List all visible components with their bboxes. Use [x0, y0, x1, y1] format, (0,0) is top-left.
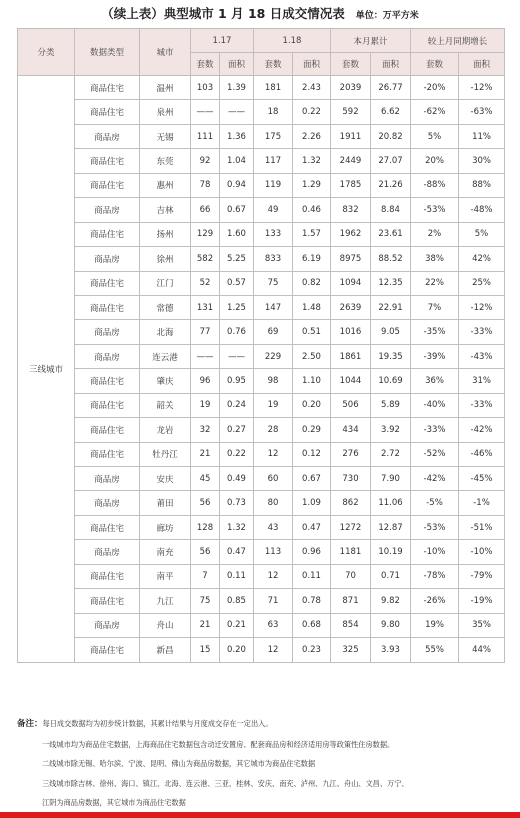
city-cell: 韶关: [140, 393, 191, 417]
area-growth-cell: -33%: [459, 393, 505, 417]
units-118-cell: 43: [254, 515, 293, 539]
notes-label: 备注：: [17, 719, 43, 729]
table-row: [18, 442, 505, 466]
data-type-cell: 商品住宅: [75, 100, 140, 124]
unit-label: 单位：万平方米: [355, 11, 419, 21]
data-type-cell: 商品房: [75, 247, 140, 271]
area-118-cell: 2.43: [293, 76, 331, 100]
page-title: [0, 3, 520, 23]
units-117-cell: 7: [191, 564, 220, 588]
area-117-cell: 0.20: [220, 638, 254, 662]
header-city: 城市: [140, 29, 191, 76]
table-title: （续上表）典型城市 1 月 18 日成交情况表: [101, 6, 345, 21]
units-117-cell: 129: [191, 222, 220, 246]
area-growth-cell: -63%: [459, 100, 505, 124]
area-118-cell: 0.12: [293, 442, 331, 466]
table-row: [18, 393, 505, 417]
area-117-cell: 0.85: [220, 589, 254, 613]
area-cum-cell: 9.82: [371, 589, 411, 613]
city-cell: 牡丹江: [140, 442, 191, 466]
area-118-cell: 1.10: [293, 369, 331, 393]
data-type-cell: 商品住宅: [75, 369, 140, 393]
city-cell: 吉林: [140, 198, 191, 222]
area-cum-cell: 2.72: [371, 442, 411, 466]
table-row: [18, 100, 505, 124]
note-line: [17, 714, 504, 735]
units-cum-cell: 2039: [331, 76, 371, 100]
units-growth-cell: 7%: [411, 295, 459, 319]
city-cell: 安庆: [140, 467, 191, 491]
units-growth-cell: 19%: [411, 613, 459, 637]
city-cell: 廊坊: [140, 515, 191, 539]
area-cum-cell: 26.77: [371, 76, 411, 100]
units-growth-cell: -39%: [411, 344, 459, 368]
units-117-cell: 21: [191, 613, 220, 637]
area-117-cell: 1.32: [220, 515, 254, 539]
table-row: [18, 222, 505, 246]
header-units-118: 套数: [254, 53, 293, 76]
units-growth-cell: 5%: [411, 124, 459, 148]
city-cell: 龙岩: [140, 418, 191, 442]
units-growth-cell: -52%: [411, 442, 459, 466]
units-growth-cell: -62%: [411, 100, 459, 124]
units-117-cell: 52: [191, 271, 220, 295]
area-growth-cell: 30%: [459, 149, 505, 173]
area-118-cell: 0.68: [293, 613, 331, 637]
units-118-cell: 12: [254, 638, 293, 662]
units-cum-cell: 2449: [331, 149, 371, 173]
data-type-cell: 商品房: [75, 491, 140, 515]
area-118-cell: 0.47: [293, 515, 331, 539]
city-cell: 无锡: [140, 124, 191, 148]
header-units-117: 套数: [191, 53, 220, 76]
units-117-cell: 111: [191, 124, 220, 148]
area-117-cell: 1.39: [220, 76, 254, 100]
units-cum-cell: 276: [331, 442, 371, 466]
city-cell: 肇庆: [140, 369, 191, 393]
area-117-cell: 0.67: [220, 198, 254, 222]
units-118-cell: 28: [254, 418, 293, 442]
units-cum-cell: 1861: [331, 344, 371, 368]
units-118-cell: 119: [254, 173, 293, 197]
area-117-cell: 0.24: [220, 393, 254, 417]
units-cum-cell: 592: [331, 100, 371, 124]
units-117-cell: 131: [191, 295, 220, 319]
city-cell: 南充: [140, 540, 191, 564]
city-cell: 惠州: [140, 173, 191, 197]
area-118-cell: 0.78: [293, 589, 331, 613]
city-cell: 连云港: [140, 344, 191, 368]
units-growth-cell: 36%: [411, 369, 459, 393]
city-cell: 舟山: [140, 613, 191, 637]
data-type-cell: 商品住宅: [75, 76, 140, 100]
units-cum-cell: 506: [331, 393, 371, 417]
data-type-cell: 商品住宅: [75, 564, 140, 588]
data-type-cell: 商品房: [75, 613, 140, 637]
units-117-cell: 32: [191, 418, 220, 442]
area-117-cell: ——: [220, 100, 254, 124]
city-cell: 九江: [140, 589, 191, 613]
table-row: [18, 320, 505, 344]
city-cell: 东莞: [140, 149, 191, 173]
data-type-cell: 商品房: [75, 320, 140, 344]
units-118-cell: 80: [254, 491, 293, 515]
area-cum-cell: 6.62: [371, 100, 411, 124]
data-type-cell: 商品住宅: [75, 515, 140, 539]
units-118-cell: 229: [254, 344, 293, 368]
units-cum-cell: 862: [331, 491, 371, 515]
units-cum-cell: 2639: [331, 295, 371, 319]
units-117-cell: 21: [191, 442, 220, 466]
city-cell: 徐州: [140, 247, 191, 271]
units-growth-cell: -88%: [411, 173, 459, 197]
table-row: [18, 613, 505, 637]
transaction-table: [17, 28, 505, 663]
city-cell: 莆田: [140, 491, 191, 515]
units-cum-cell: 1094: [331, 271, 371, 295]
units-118-cell: 833: [254, 247, 293, 271]
table-row: [18, 467, 505, 491]
units-117-cell: 56: [191, 540, 220, 564]
area-118-cell: 1.57: [293, 222, 331, 246]
area-118-cell: 1.09: [293, 491, 331, 515]
units-118-cell: 49: [254, 198, 293, 222]
area-growth-cell: -46%: [459, 442, 505, 466]
table-row: [18, 540, 505, 564]
units-118-cell: 147: [254, 295, 293, 319]
area-118-cell: 0.67: [293, 467, 331, 491]
area-117-cell: 0.95: [220, 369, 254, 393]
units-118-cell: 63: [254, 613, 293, 637]
area-117-cell: 0.47: [220, 540, 254, 564]
units-117-cell: 19: [191, 393, 220, 417]
area-growth-cell: -42%: [459, 418, 505, 442]
header-data-type: 数据类型: [75, 29, 140, 76]
area-117-cell: 0.94: [220, 173, 254, 197]
table-row: [18, 124, 505, 148]
area-cum-cell: 10.69: [371, 369, 411, 393]
units-118-cell: 98: [254, 369, 293, 393]
city-cell: 泉州: [140, 100, 191, 124]
area-cum-cell: 12.87: [371, 515, 411, 539]
data-type-cell: 商品房: [75, 467, 140, 491]
units-growth-cell: 38%: [411, 247, 459, 271]
units-117-cell: ——: [191, 100, 220, 124]
units-117-cell: 96: [191, 369, 220, 393]
data-type-cell: 商品住宅: [75, 638, 140, 662]
area-118-cell: 2.50: [293, 344, 331, 368]
header-units-growth: 套数: [411, 53, 459, 76]
area-117-cell: 0.73: [220, 491, 254, 515]
data-type-cell: 商品住宅: [75, 442, 140, 466]
area-growth-cell: -33%: [459, 320, 505, 344]
table-row: [18, 638, 505, 662]
units-cum-cell: 434: [331, 418, 371, 442]
units-cum-cell: 1181: [331, 540, 371, 564]
table-row: [18, 173, 505, 197]
area-growth-cell: -43%: [459, 344, 505, 368]
table-row: [18, 149, 505, 173]
area-growth-cell: 31%: [459, 369, 505, 393]
table-row: [18, 247, 505, 271]
area-117-cell: 1.60: [220, 222, 254, 246]
note-text-5: 江阴为商品房数据，其它城市为商品住宅数据: [42, 798, 186, 807]
city-cell: 南平: [140, 564, 191, 588]
units-cum-cell: 832: [331, 198, 371, 222]
area-cum-cell: 27.07: [371, 149, 411, 173]
area-118-cell: 0.46: [293, 198, 331, 222]
units-117-cell: 92: [191, 149, 220, 173]
units-117-cell: 75: [191, 589, 220, 613]
area-117-cell: 0.49: [220, 467, 254, 491]
units-118-cell: 113: [254, 540, 293, 564]
area-growth-cell: 5%: [459, 222, 505, 246]
city-cell: 扬州: [140, 222, 191, 246]
data-type-cell: 商品住宅: [75, 418, 140, 442]
note-text-4: 三线城市除吉林、徐州、海口、镇江、北海、连云港、三亚、桂林、安庆、南充、泸州、九江、舟山、文昌、万宁、: [42, 778, 409, 788]
units-growth-cell: 2%: [411, 222, 459, 246]
header-area-cum: 面积: [371, 53, 411, 76]
header-units-cum: 套数: [331, 53, 371, 76]
area-growth-cell: 44%: [459, 638, 505, 662]
units-118-cell: 117: [254, 149, 293, 173]
units-cum-cell: 1962: [331, 222, 371, 246]
city-cell: 常德: [140, 295, 191, 319]
units-cum-cell: 1785: [331, 173, 371, 197]
table-row: [18, 344, 505, 368]
data-type-cell: 商品房: [75, 540, 140, 564]
city-cell: 江门: [140, 271, 191, 295]
area-cum-cell: 9.80: [371, 613, 411, 637]
area-117-cell: 0.27: [220, 418, 254, 442]
table-row: [18, 589, 505, 613]
area-117-cell: 5.25: [220, 247, 254, 271]
units-cum-cell: 730: [331, 467, 371, 491]
area-growth-cell: 42%: [459, 247, 505, 271]
units-cum-cell: 854: [331, 613, 371, 637]
header-category: 分类: [18, 29, 75, 76]
area-growth-cell: 25%: [459, 271, 505, 295]
area-117-cell: 0.21: [220, 613, 254, 637]
units-growth-cell: -5%: [411, 491, 459, 515]
area-growth-cell: -12%: [459, 76, 505, 100]
units-117-cell: ——: [191, 344, 220, 368]
units-118-cell: 19: [254, 393, 293, 417]
header-area-117: 面积: [220, 53, 254, 76]
area-cum-cell: 22.91: [371, 295, 411, 319]
area-117-cell: 0.11: [220, 564, 254, 588]
data-type-cell: 商品住宅: [75, 271, 140, 295]
units-118-cell: 71: [254, 589, 293, 613]
units-117-cell: 582: [191, 247, 220, 271]
area-growth-cell: -48%: [459, 198, 505, 222]
data-type-cell: 商品住宅: [75, 149, 140, 173]
units-118-cell: 69: [254, 320, 293, 344]
units-117-cell: 15: [191, 638, 220, 662]
header-growth: 较上月同期增长: [411, 29, 505, 53]
city-cell: 温州: [140, 76, 191, 100]
area-118-cell: 0.96: [293, 540, 331, 564]
area-cum-cell: 88.52: [371, 247, 411, 271]
note-text-2: 一线城市均为商品住宅数据，上海商品住宅数据包含动迁安置房、配套商品房和经济适用房等政策性住房数据。: [42, 739, 395, 749]
area-118-cell: 0.29: [293, 418, 331, 442]
data-type-cell: 商品住宅: [75, 295, 140, 319]
units-growth-cell: -33%: [411, 418, 459, 442]
table-body: [18, 76, 505, 663]
area-118-cell: 0.51: [293, 320, 331, 344]
table-row: [18, 271, 505, 295]
area-cum-cell: 3.93: [371, 638, 411, 662]
units-cum-cell: 1044: [331, 369, 371, 393]
data-type-cell: 商品住宅: [75, 393, 140, 417]
area-118-cell: 0.23: [293, 638, 331, 662]
units-cum-cell: 1911: [331, 124, 371, 148]
units-118-cell: 181: [254, 76, 293, 100]
units-cum-cell: 8975: [331, 247, 371, 271]
units-118-cell: 12: [254, 442, 293, 466]
header-row-top: [18, 29, 505, 53]
units-growth-cell: 55%: [411, 638, 459, 662]
units-117-cell: 66: [191, 198, 220, 222]
units-118-cell: 133: [254, 222, 293, 246]
area-cum-cell: 12.35: [371, 271, 411, 295]
units-growth-cell: 20%: [411, 149, 459, 173]
units-growth-cell: -53%: [411, 198, 459, 222]
area-117-cell: 1.25: [220, 295, 254, 319]
area-118-cell: 1.32: [293, 149, 331, 173]
area-growth-cell: 88%: [459, 173, 505, 197]
area-cum-cell: 10.19: [371, 540, 411, 564]
table-row: [18, 515, 505, 539]
table-row: [18, 564, 505, 588]
table-row: [18, 76, 505, 100]
units-growth-cell: -78%: [411, 564, 459, 588]
area-growth-cell: -12%: [459, 295, 505, 319]
area-growth-cell: -19%: [459, 589, 505, 613]
header-area-118: 面积: [293, 53, 331, 76]
units-growth-cell: -40%: [411, 393, 459, 417]
units-118-cell: 175: [254, 124, 293, 148]
area-cum-cell: 5.89: [371, 393, 411, 417]
data-type-cell: 商品住宅: [75, 222, 140, 246]
area-117-cell: 1.36: [220, 124, 254, 148]
area-cum-cell: 20.82: [371, 124, 411, 148]
area-118-cell: 0.22: [293, 100, 331, 124]
area-118-cell: 0.20: [293, 393, 331, 417]
units-cum-cell: 871: [331, 589, 371, 613]
header-date-117: 1.17: [191, 29, 254, 53]
header-date-118: 1.18: [254, 29, 331, 53]
area-growth-cell: -79%: [459, 564, 505, 588]
area-118-cell: 0.11: [293, 564, 331, 588]
data-type-cell: 商品住宅: [75, 173, 140, 197]
units-117-cell: 56: [191, 491, 220, 515]
bottom-accent-bar: [0, 812, 520, 818]
table-row: [18, 491, 505, 515]
area-growth-cell: 35%: [459, 613, 505, 637]
units-growth-cell: -10%: [411, 540, 459, 564]
units-118-cell: 18: [254, 100, 293, 124]
table-row: [18, 295, 505, 319]
area-cum-cell: 3.92: [371, 418, 411, 442]
area-117-cell: 0.76: [220, 320, 254, 344]
units-growth-cell: -42%: [411, 467, 459, 491]
data-type-cell: 商品住宅: [75, 589, 140, 613]
notes-section: [17, 714, 504, 813]
area-118-cell: 1.48: [293, 295, 331, 319]
units-117-cell: 128: [191, 515, 220, 539]
area-117-cell: 0.57: [220, 271, 254, 295]
area-117-cell: 1.04: [220, 149, 254, 173]
units-118-cell: 60: [254, 467, 293, 491]
area-cum-cell: 19.35: [371, 344, 411, 368]
area-growth-cell: -1%: [459, 491, 505, 515]
units-cum-cell: 1016: [331, 320, 371, 344]
header-month-cumulative: 本月累计: [331, 29, 411, 53]
city-cell: 新昌: [140, 638, 191, 662]
units-117-cell: 45: [191, 467, 220, 491]
units-117-cell: 77: [191, 320, 220, 344]
area-117-cell: ——: [220, 344, 254, 368]
note-text-3: 二线城市除无锡、哈尔滨、宁波、昆明、佛山为商品房数据，其它城市为商品住宅数据: [42, 759, 316, 768]
area-growth-cell: 11%: [459, 124, 505, 148]
units-growth-cell: 22%: [411, 271, 459, 295]
units-growth-cell: -26%: [411, 589, 459, 613]
note-text-1: 每日成交数据均为初步统计数据，其累计结果与月度成交存在一定出入。: [42, 719, 273, 728]
units-cum-cell: 70: [331, 564, 371, 588]
area-growth-cell: -10%: [459, 540, 505, 564]
units-118-cell: 12: [254, 564, 293, 588]
area-cum-cell: 7.90: [371, 467, 411, 491]
table-row: [18, 418, 505, 442]
area-118-cell: 0.82: [293, 271, 331, 295]
units-117-cell: 78: [191, 173, 220, 197]
area-growth-cell: -51%: [459, 515, 505, 539]
units-cum-cell: 1272: [331, 515, 371, 539]
area-cum-cell: 0.71: [371, 564, 411, 588]
area-cum-cell: 21.26: [371, 173, 411, 197]
area-118-cell: 6.19: [293, 247, 331, 271]
units-117-cell: 103: [191, 76, 220, 100]
area-118-cell: 2.26: [293, 124, 331, 148]
area-cum-cell: 23.61: [371, 222, 411, 246]
table-row: [18, 198, 505, 222]
units-118-cell: 75: [254, 271, 293, 295]
units-growth-cell: -53%: [411, 515, 459, 539]
area-cum-cell: 11.06: [371, 491, 411, 515]
units-growth-cell: -35%: [411, 320, 459, 344]
city-cell: 北海: [140, 320, 191, 344]
header-area-growth: 面积: [459, 53, 505, 76]
units-cum-cell: 325: [331, 638, 371, 662]
data-type-cell: 商品房: [75, 198, 140, 222]
data-type-cell: 商品房: [75, 344, 140, 368]
category-cell: 三线城市: [18, 76, 75, 663]
area-118-cell: 1.29: [293, 173, 331, 197]
area-cum-cell: 9.05: [371, 320, 411, 344]
units-growth-cell: -20%: [411, 76, 459, 100]
data-type-cell: 商品房: [75, 124, 140, 148]
table-row: [18, 369, 505, 393]
area-cum-cell: 8.84: [371, 198, 411, 222]
area-117-cell: 0.22: [220, 442, 254, 466]
area-growth-cell: -45%: [459, 467, 505, 491]
